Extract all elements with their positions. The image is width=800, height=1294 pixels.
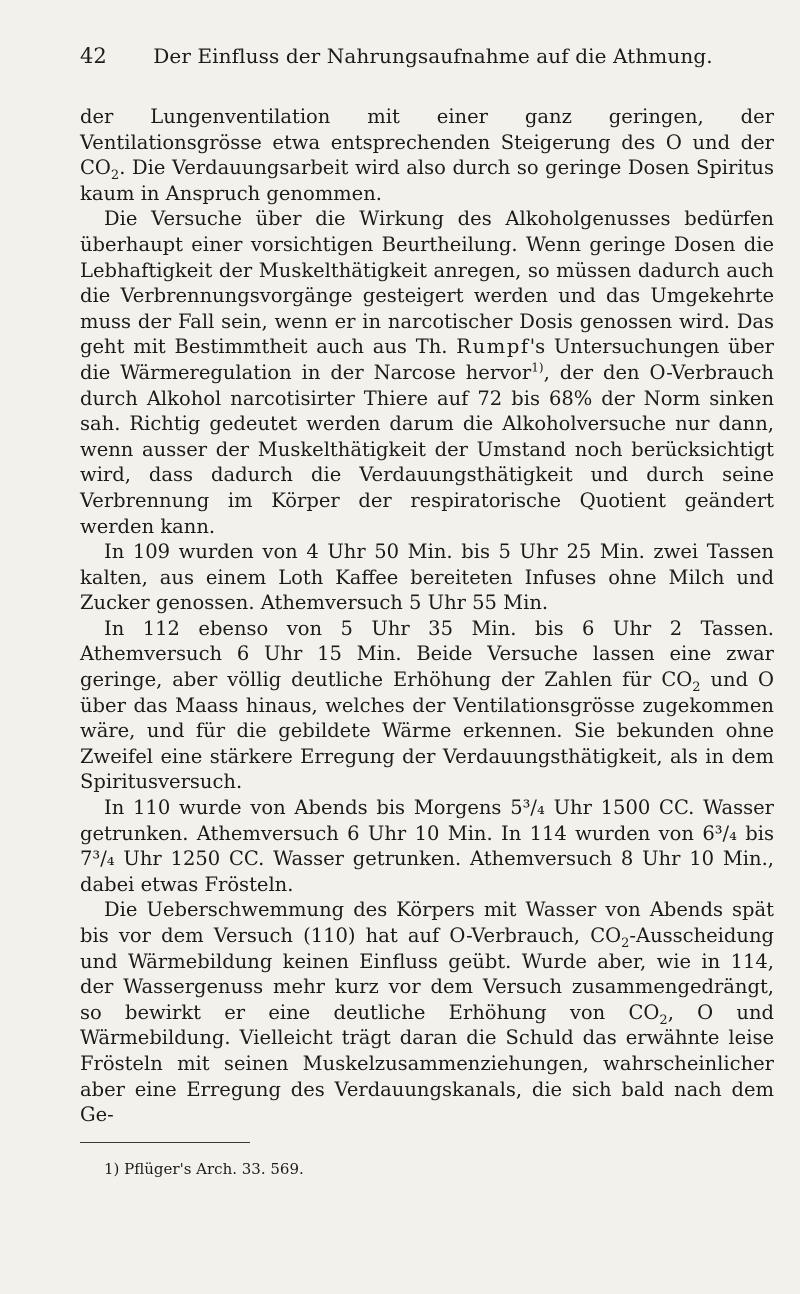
text-segment: 2 <box>621 935 630 951</box>
page-header <box>80 44 774 74</box>
text-segment: 2 <box>659 1012 668 1028</box>
text-segment: , O und Wärmebildung. Vielleicht trägt daran die Schuld das erwähnte leise Frösteln mit seinen Muskelzusammenziehungen, wahrscheinlicher aber eine Erregung des Verdauungskanals, die sich bald nach dem Ge- <box>80 1000 774 1127</box>
paragraph <box>80 104 774 206</box>
text-segment: und O über das Maass hinaus, welches der Ventilationsgrösse zugekommen wäre, und für die gebildete Wärme erkennen. Sie bekunden ohne Zweifel eine stärkere Erregung der Verdauungsthätigkeit, als in dem Spiritusversuch. <box>80 668 775 794</box>
text-segment: der Lungenventilation mit einer ganz geringen, der Ventilationsgrösse etwa entsprechenden Steigerung des O und der CO <box>80 105 774 180</box>
text-segment: . Die Verdauungsarbeit wird also durch so geringe Dosen Spiritus kaum in Anspruch genommen. <box>80 156 774 205</box>
text-segment: Die Ueberschwemmung des Körpers mit Wasser von Abends spät bis vor dem Versuch (110) hat auf O-Verbrauch, CO <box>80 898 774 947</box>
body-text <box>80 104 774 1128</box>
text-segment: In 112 ebenso von 5 Uhr 35 Min. bis 6 Uhr 2 Tassen. Athemversuch 6 Uhr 15 Min. Beide Versuche lassen eine zwar geringe, aber völlig deutliche Erhöhung der Zahlen für CO <box>80 616 774 692</box>
text-segment: Die Versuche über die Wirkung des Alkoholgenusses bedürfen überhaupt einer vorsichtigen Beurtheilung. Wenn geringe Dosen die Lebhaftigkeit der Muskelthätigkeit anregen, so müssen dadurch auch die Verbrennungsvorgänge gesteigert werden und das Umgekehrte muss der Fall sein, wenn er in narcotischer Dosis genossen wird. Das geht mit Bestimmtheit auch aus Th. <box>80 207 774 359</box>
footnote-reference: 1) <box>531 360 544 375</box>
text-segment: , der den O-Verbrauch durch Alkohol narcotisirter Thiere auf 72 bis 68% der Norm sinken sah. Richtig gedeutet werden darum die Alkoholversuche nur dann, wenn ausser der Muskelthätigkeit der Umstand noch berücksichtigt wird, dass dadurch die Verdauungsthätigkeit und durch seine Verbrennung im Körper der respiratorische Quotient geändert werden kann. <box>80 360 774 538</box>
text-segment: 2 <box>692 679 701 695</box>
paragraph <box>80 539 774 616</box>
book-page <box>80 44 774 1179</box>
text-segment: 2 <box>110 168 120 184</box>
text-segment: In 109 wurden von 4 Uhr 50 Min. bis 5 Uhr 25 Min. zwei Tassen kalten, aus einem Loth Kaffee bereiteten Infuses ohne Milch und Zucker genossen. Athemversuch 5 Uhr 55 Min. <box>80 540 774 615</box>
text-segment: 's Untersuchungen über die Wärmeregulation in der Narcose hervor <box>80 335 775 384</box>
footnote-divider <box>80 1142 250 1143</box>
footnote: 1) Pflüger's Arch. 33. 569. <box>104 1159 304 1178</box>
running-head: Der Einfluss der Nahrungsaufnahme auf die Athmung. <box>153 44 713 68</box>
paragraph <box>80 795 774 897</box>
text-segment: Rumpf <box>456 335 530 359</box>
page-number: 42 <box>80 44 107 68</box>
paragraph <box>80 897 774 1127</box>
paragraph <box>80 206 774 539</box>
paragraph <box>80 616 774 795</box>
text-segment: -Ausscheidung und Wärmebildung keinen Einfluss geübt. Wurde aber, wie in 114, der Wassergenuss mehr kurz vor dem Versuch zusammengedrängt, so bewirkt er eine deutliche Erhöhung von CO <box>80 924 774 1024</box>
text-segment: In 110 wurde von Abends bis Morgens 5³/₄ Uhr 1500 CC. Wasser getrunken. Athemversuch 6 Uhr 10 Min. In 114 wurden von 6³/₄ bis 7³/₄ Uhr 1250 CC. Wasser getrunken. Athemversuch 8 Uhr 10 Min., dabei etwas Frösteln. <box>80 796 774 896</box>
